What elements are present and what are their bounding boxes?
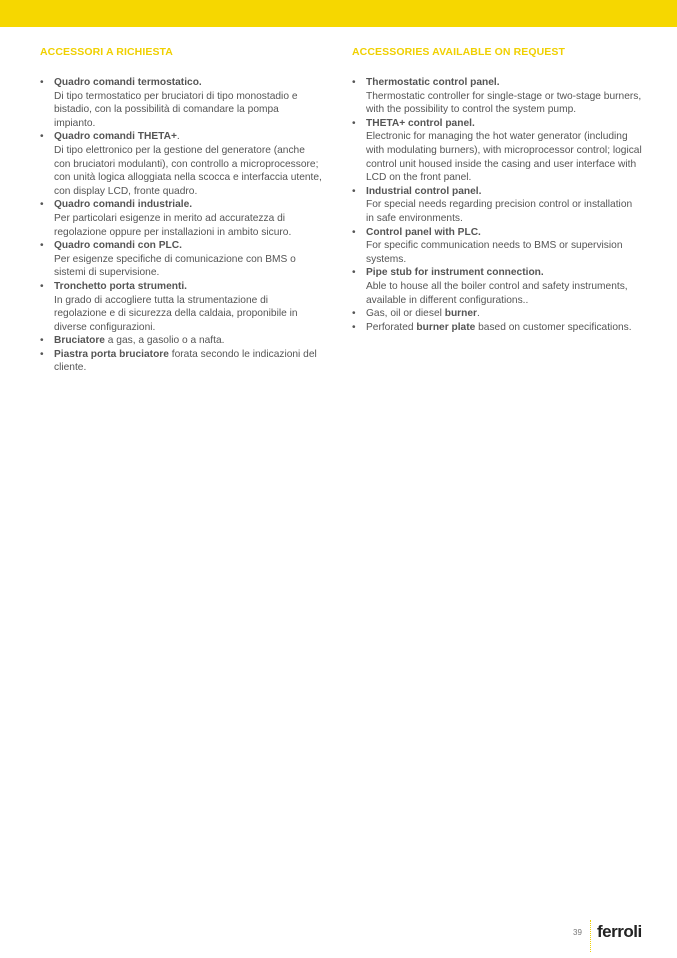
italian-column bbox=[40, 46, 322, 375]
item-description: Per particolari esigenze in merito ad accuratezza di regolazione oppure per installazioni in ambito sicuro. bbox=[54, 212, 292, 238]
list-item bbox=[40, 280, 322, 334]
list-item bbox=[40, 348, 322, 375]
item-suffix: a gas, a gasolio o a nafta. bbox=[104, 335, 225, 347]
item-prefix: Gas, oil or diesel bbox=[366, 308, 445, 320]
item-description: For special needs regarding precision control or installation in safe environments. bbox=[366, 199, 633, 224]
list-item bbox=[40, 239, 322, 280]
item-description: Able to house all the boiler control and safety instruments, available in different configurations.. bbox=[366, 280, 628, 306]
ferroli-logo: ferroli bbox=[597, 922, 642, 941]
item-suffix: forata secondo le indicazioni del cliente. bbox=[54, 348, 317, 374]
item-title: Quadro comandi industriale. bbox=[54, 199, 193, 211]
item-title: Quadro comandi termostatico. bbox=[54, 77, 202, 88]
item-description: Di tipo elettronico per la gestione del generatore (anche con bruciatori modulanti), con controllo a microprocessore; con unità logica alloggiata nella scocca e interfaccia utente, con display LCD, fronte quadro. bbox=[54, 144, 322, 197]
item-title: Thermostatic control panel. bbox=[366, 77, 500, 88]
item-suffix: . bbox=[476, 308, 480, 320]
item-description: In grado di accogliere tutta la strumentazione di regolazione e di sicurezza della caldaia, proponibile in diverse configurazioni. bbox=[54, 294, 298, 333]
list-item bbox=[352, 266, 642, 307]
list-item bbox=[352, 185, 642, 226]
item-prefix: Perforated bbox=[366, 321, 417, 333]
item-title: Quadro comandi con PLC. bbox=[54, 240, 182, 252]
item-title: Quadro comandi THETA+ bbox=[54, 131, 177, 143]
english-accessory-list bbox=[352, 76, 642, 334]
english-heading: ACCESSORIES AVAILABLE ON REQUEST bbox=[352, 46, 566, 58]
item-description: Thermostatic controller for single-stage or two-stage burners, with the possibility to control the system pump. bbox=[366, 90, 642, 116]
item-title: Tronchetto porta strumenti. bbox=[54, 280, 188, 292]
item-description: For specific communication needs to BMS or supervision systems. bbox=[366, 240, 623, 265]
item-suffix: . bbox=[176, 131, 180, 143]
italian-heading: ACCESSORI A RICHIESTA bbox=[40, 46, 173, 58]
item-title: Industrial control panel. bbox=[366, 185, 482, 197]
list-item bbox=[352, 226, 642, 267]
item-description: Electronic for managing the hot water generator (including with modulating burners), with microprocessor control; logical control unit housed inside the casing and user interface with LCD on the front panel. bbox=[366, 131, 642, 184]
list-item bbox=[352, 307, 642, 321]
item-title: burner plate bbox=[416, 321, 476, 333]
list-item bbox=[40, 334, 322, 348]
item-title: Bruciatore bbox=[54, 335, 105, 347]
item-title: Control panel with PLC. bbox=[366, 226, 481, 238]
top-accent-bar bbox=[0, 0, 677, 27]
list-item bbox=[352, 76, 642, 117]
list-item bbox=[40, 198, 322, 239]
list-item bbox=[40, 130, 322, 198]
item-suffix: based on customer specifications. bbox=[475, 321, 632, 333]
item-title: Pipe stub for instrument connection. bbox=[366, 267, 544, 279]
italian-accessory-list bbox=[40, 76, 322, 375]
list-item bbox=[352, 321, 642, 335]
item-description: Per esigenze specifiche di comunicazione con BMS o sistemi di supervisione. bbox=[54, 253, 296, 279]
item-title: THETA+ control panel. bbox=[366, 117, 475, 129]
item-title: Piastra porta bruciatore bbox=[54, 348, 169, 360]
item-description: Di tipo termostatico per bruciatori di tipo monostadio e bistadio, con la possibilità di comandare la pompa impianto. bbox=[54, 90, 298, 129]
list-item bbox=[352, 117, 642, 185]
page-number: 39 bbox=[573, 928, 582, 937]
english-column bbox=[352, 46, 642, 334]
list-item bbox=[40, 76, 322, 130]
item-title: burner bbox=[444, 308, 477, 320]
footer-divider bbox=[590, 920, 591, 952]
